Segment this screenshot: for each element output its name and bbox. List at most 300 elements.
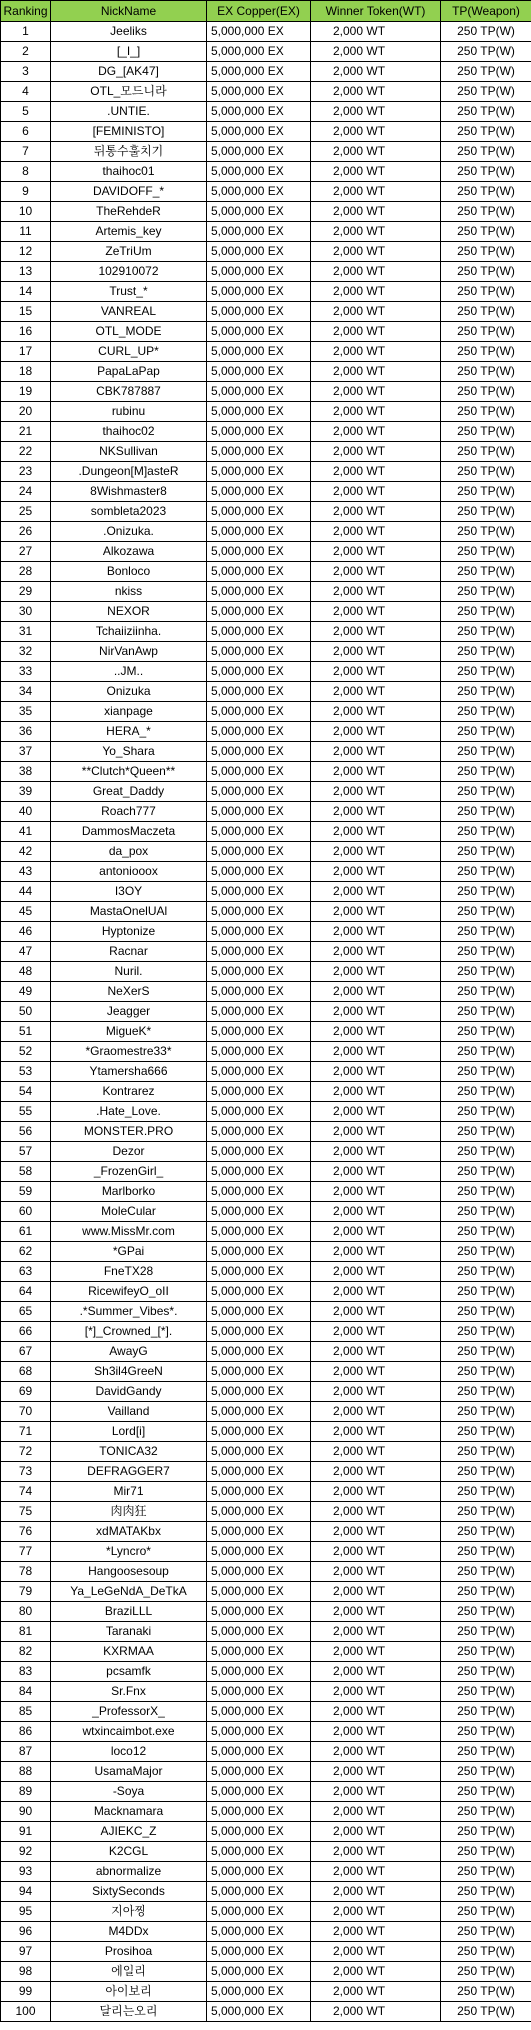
cell-nickname: Bonloco xyxy=(51,562,207,582)
cell-ranking: 88 xyxy=(1,1762,51,1782)
cell-nickname: OTL_모드니라 xyxy=(51,82,207,102)
cell-ranking: 100 xyxy=(1,2002,51,2022)
cell-tp-weapon: 250 TP(W) xyxy=(441,202,531,222)
cell-nickname: DammosMaczeta xyxy=(51,822,207,842)
cell-winner-token: 2,000 WT xyxy=(311,1802,441,1822)
cell-winner-token: 2,000 WT xyxy=(311,382,441,402)
cell-winner-token: 2,000 WT xyxy=(311,1842,441,1862)
cell-nickname: PapaLaPap xyxy=(51,362,207,382)
cell-tp-weapon: 250 TP(W) xyxy=(441,942,531,962)
cell-nickname: _ProfessorX_ xyxy=(51,1702,207,1722)
cell-nickname: thaihoc02 xyxy=(51,422,207,442)
cell-tp-weapon: 250 TP(W) xyxy=(441,1862,531,1882)
cell-winner-token: 2,000 WT xyxy=(311,1262,441,1282)
cell-winner-token: 2,000 WT xyxy=(311,1742,441,1762)
cell-ex-copper: 5,000,000 EX xyxy=(207,282,311,302)
cell-ex-copper: 5,000,000 EX xyxy=(207,722,311,742)
cell-tp-weapon: 250 TP(W) xyxy=(441,1942,531,1962)
cell-winner-token: 2,000 WT xyxy=(311,322,441,342)
cell-ranking: 44 xyxy=(1,882,51,902)
cell-nickname: Sh3il4GreeN xyxy=(51,1362,207,1382)
cell-tp-weapon: 250 TP(W) xyxy=(441,102,531,122)
cell-winner-token: 2,000 WT xyxy=(311,1302,441,1322)
cell-tp-weapon: 250 TP(W) xyxy=(441,1022,531,1042)
cell-nickname: MastaOnelUAl xyxy=(51,902,207,922)
cell-tp-weapon: 250 TP(W) xyxy=(441,822,531,842)
table-row xyxy=(1,962,531,982)
cell-tp-weapon: 250 TP(W) xyxy=(441,1722,531,1742)
cell-ex-copper: 5,000,000 EX xyxy=(207,1222,311,1242)
table-row xyxy=(1,1582,531,1602)
cell-winner-token: 2,000 WT xyxy=(311,362,441,382)
table-row xyxy=(1,1202,531,1222)
cell-winner-token: 2,000 WT xyxy=(311,762,441,782)
cell-ranking: 72 xyxy=(1,1442,51,1462)
cell-winner-token: 2,000 WT xyxy=(311,1862,441,1882)
cell-nickname: Nuril. xyxy=(51,962,207,982)
cell-ex-copper: 5,000,000 EX xyxy=(207,1522,311,1542)
cell-ranking: 55 xyxy=(1,1102,51,1122)
table-row xyxy=(1,1122,531,1142)
cell-ranking: 24 xyxy=(1,482,51,502)
cell-winner-token: 2,000 WT xyxy=(311,182,441,202)
cell-ranking: 7 xyxy=(1,142,51,162)
cell-ex-copper: 5,000,000 EX xyxy=(207,1782,311,1802)
cell-nickname: loco12 xyxy=(51,1742,207,1762)
cell-tp-weapon: 250 TP(W) xyxy=(441,622,531,642)
table-row xyxy=(1,742,531,762)
cell-ranking: 49 xyxy=(1,982,51,1002)
cell-nickname: da_pox xyxy=(51,842,207,862)
cell-tp-weapon: 250 TP(W) xyxy=(441,1342,531,1362)
table-row xyxy=(1,1282,531,1302)
cell-ex-copper: 5,000,000 EX xyxy=(207,1482,311,1502)
cell-tp-weapon: 250 TP(W) xyxy=(441,1842,531,1862)
cell-tp-weapon: 250 TP(W) xyxy=(441,1502,531,1522)
cell-ranking: 73 xyxy=(1,1462,51,1482)
table-row xyxy=(1,1702,531,1722)
cell-ranking: 11 xyxy=(1,222,51,242)
cell-nickname: MONSTER.PRO xyxy=(51,1122,207,1142)
cell-nickname: 肉肉狂 xyxy=(51,1502,207,1522)
cell-nickname: wtxincaimbot.exe xyxy=(51,1722,207,1742)
cell-winner-token: 2,000 WT xyxy=(311,1422,441,1442)
cell-ranking: 96 xyxy=(1,1922,51,1942)
cell-winner-token: 2,000 WT xyxy=(311,462,441,482)
cell-ex-copper: 5,000,000 EX xyxy=(207,1262,311,1282)
cell-tp-weapon: 250 TP(W) xyxy=(441,442,531,462)
cell-tp-weapon: 250 TP(W) xyxy=(441,1362,531,1382)
cell-ex-copper: 5,000,000 EX xyxy=(207,962,311,982)
cell-ex-copper: 5,000,000 EX xyxy=(207,1082,311,1102)
table-row xyxy=(1,22,531,42)
cell-nickname: CURL_UP* xyxy=(51,342,207,362)
cell-nickname: NEXOR xyxy=(51,602,207,622)
cell-tp-weapon: 250 TP(W) xyxy=(441,402,531,422)
cell-ranking: 30 xyxy=(1,602,51,622)
cell-winner-token: 2,000 WT xyxy=(311,262,441,282)
cell-ex-copper: 5,000,000 EX xyxy=(207,322,311,342)
cell-nickname: 아이보리 xyxy=(51,1982,207,2002)
cell-ex-copper: 5,000,000 EX xyxy=(207,1142,311,1162)
cell-ranking: 99 xyxy=(1,1982,51,2002)
cell-tp-weapon: 250 TP(W) xyxy=(441,302,531,322)
cell-nickname: Tchaiiziinha. xyxy=(51,622,207,642)
cell-winner-token: 2,000 WT xyxy=(311,1582,441,1602)
cell-tp-weapon: 250 TP(W) xyxy=(441,1522,531,1542)
table-row xyxy=(1,1842,531,1862)
cell-winner-token: 2,000 WT xyxy=(311,202,441,222)
cell-winner-token: 2,000 WT xyxy=(311,1042,441,1062)
cell-tp-weapon: 250 TP(W) xyxy=(441,342,531,362)
cell-winner-token: 2,000 WT xyxy=(311,1342,441,1362)
cell-nickname: Racnar xyxy=(51,942,207,962)
cell-nickname: xianpage xyxy=(51,702,207,722)
table-row xyxy=(1,1882,531,1902)
cell-ex-copper: 5,000,000 EX xyxy=(207,1742,311,1762)
cell-winner-token: 2,000 WT xyxy=(311,162,441,182)
cell-ex-copper: 5,000,000 EX xyxy=(207,1762,311,1782)
cell-ranking: 56 xyxy=(1,1122,51,1142)
cell-winner-token: 2,000 WT xyxy=(311,2002,441,2022)
cell-nickname: [_I_] xyxy=(51,42,207,62)
cell-winner-token: 2,000 WT xyxy=(311,1162,441,1182)
cell-ranking: 83 xyxy=(1,1662,51,1682)
cell-ex-copper: 5,000,000 EX xyxy=(207,762,311,782)
cell-winner-token: 2,000 WT xyxy=(311,1662,441,1682)
cell-ex-copper: 5,000,000 EX xyxy=(207,1022,311,1042)
cell-tp-weapon: 250 TP(W) xyxy=(441,1402,531,1422)
cell-tp-weapon: 250 TP(W) xyxy=(441,1962,531,1982)
cell-ex-copper: 5,000,000 EX xyxy=(207,1402,311,1422)
cell-ranking: 64 xyxy=(1,1282,51,1302)
cell-ex-copper: 5,000,000 EX xyxy=(207,1682,311,1702)
cell-winner-token: 2,000 WT xyxy=(311,562,441,582)
cell-ex-copper: 5,000,000 EX xyxy=(207,1622,311,1642)
cell-ex-copper: 5,000,000 EX xyxy=(207,542,311,562)
cell-nickname: .*Summer_Vibes*. xyxy=(51,1302,207,1322)
cell-tp-weapon: 250 TP(W) xyxy=(441,1822,531,1842)
cell-tp-weapon: 250 TP(W) xyxy=(441,1742,531,1762)
cell-ranking: 1 xyxy=(1,22,51,42)
cell-tp-weapon: 250 TP(W) xyxy=(441,1322,531,1342)
table-row xyxy=(1,1522,531,1542)
cell-tp-weapon: 250 TP(W) xyxy=(441,902,531,922)
cell-ranking: 45 xyxy=(1,902,51,922)
cell-tp-weapon: 250 TP(W) xyxy=(441,1162,531,1182)
cell-nickname: MoleCular xyxy=(51,1202,207,1222)
cell-ex-copper: 5,000,000 EX xyxy=(207,1542,311,1562)
cell-ex-copper: 5,000,000 EX xyxy=(207,922,311,942)
cell-ex-copper: 5,000,000 EX xyxy=(207,802,311,822)
cell-winner-token: 2,000 WT xyxy=(311,1442,441,1462)
cell-tp-weapon: 250 TP(W) xyxy=(441,1102,531,1122)
table-row xyxy=(1,782,531,802)
cell-ranking: 90 xyxy=(1,1802,51,1822)
cell-ranking: 59 xyxy=(1,1182,51,1202)
cell-tp-weapon: 250 TP(W) xyxy=(441,862,531,882)
cell-ranking: 17 xyxy=(1,342,51,362)
cell-nickname: UsamaMajor xyxy=(51,1762,207,1782)
table-row xyxy=(1,342,531,362)
cell-nickname: Dezor xyxy=(51,1142,207,1162)
cell-ex-copper: 5,000,000 EX xyxy=(207,1922,311,1942)
cell-nickname: .Dungeon[M]asteR xyxy=(51,462,207,482)
cell-ranking: 65 xyxy=(1,1302,51,1322)
table-row xyxy=(1,382,531,402)
cell-ex-copper: 5,000,000 EX xyxy=(207,242,311,262)
cell-ex-copper: 5,000,000 EX xyxy=(207,442,311,462)
table-row xyxy=(1,1542,531,1562)
table-row xyxy=(1,862,531,882)
cell-winner-token: 2,000 WT xyxy=(311,122,441,142)
cell-tp-weapon: 250 TP(W) xyxy=(441,62,531,82)
cell-nickname: Kontrarez xyxy=(51,1082,207,1102)
table-row xyxy=(1,682,531,702)
cell-ranking: 91 xyxy=(1,1822,51,1842)
cell-ex-copper: 5,000,000 EX xyxy=(207,1962,311,1982)
table-row xyxy=(1,302,531,322)
cell-winner-token: 2,000 WT xyxy=(311,1462,441,1482)
cell-ranking: 52 xyxy=(1,1042,51,1062)
cell-winner-token: 2,000 WT xyxy=(311,1722,441,1742)
cell-tp-weapon: 250 TP(W) xyxy=(441,1462,531,1482)
cell-nickname: Onizuka xyxy=(51,682,207,702)
cell-ex-copper: 5,000,000 EX xyxy=(207,1162,311,1182)
cell-tp-weapon: 250 TP(W) xyxy=(441,522,531,542)
cell-ranking: 51 xyxy=(1,1022,51,1042)
cell-winner-token: 2,000 WT xyxy=(311,582,441,602)
cell-ex-copper: 5,000,000 EX xyxy=(207,622,311,642)
cell-nickname: DEFRAGGER7 xyxy=(51,1462,207,1482)
cell-ex-copper: 5,000,000 EX xyxy=(207,202,311,222)
table-row xyxy=(1,1362,531,1382)
table-row xyxy=(1,1802,531,1822)
cell-tp-weapon: 250 TP(W) xyxy=(441,1142,531,1162)
cell-tp-weapon: 250 TP(W) xyxy=(441,22,531,42)
cell-ranking: 57 xyxy=(1,1142,51,1162)
table-row xyxy=(1,282,531,302)
cell-tp-weapon: 250 TP(W) xyxy=(441,1702,531,1722)
table-row xyxy=(1,182,531,202)
cell-tp-weapon: 250 TP(W) xyxy=(441,502,531,522)
table-row xyxy=(1,1102,531,1122)
cell-tp-weapon: 250 TP(W) xyxy=(441,1662,531,1682)
cell-ranking: 94 xyxy=(1,1882,51,1902)
cell-nickname: *Lyncro* xyxy=(51,1542,207,1562)
cell-ex-copper: 5,000,000 EX xyxy=(207,1242,311,1262)
table-row xyxy=(1,882,531,902)
cell-ex-copper: 5,000,000 EX xyxy=(207,1042,311,1062)
cell-nickname: Ytamersha666 xyxy=(51,1062,207,1082)
cell-ranking: 76 xyxy=(1,1522,51,1542)
table-row xyxy=(1,1762,531,1782)
cell-tp-weapon: 250 TP(W) xyxy=(441,882,531,902)
cell-nickname: [*]_Crowned_[*]. xyxy=(51,1322,207,1342)
cell-nickname: Taranaki xyxy=(51,1622,207,1642)
cell-ranking: 36 xyxy=(1,722,51,742)
cell-ranking: 42 xyxy=(1,842,51,862)
cell-ranking: 28 xyxy=(1,562,51,582)
table-row xyxy=(1,362,531,382)
cell-ranking: 12 xyxy=(1,242,51,262)
cell-tp-weapon: 250 TP(W) xyxy=(441,1042,531,1062)
cell-winner-token: 2,000 WT xyxy=(311,1962,441,1982)
cell-winner-token: 2,000 WT xyxy=(311,1362,441,1382)
table-row xyxy=(1,1742,531,1762)
cell-winner-token: 2,000 WT xyxy=(311,1682,441,1702)
cell-ex-copper: 5,000,000 EX xyxy=(207,462,311,482)
cell-ranking: 89 xyxy=(1,1782,51,1802)
cell-tp-weapon: 250 TP(W) xyxy=(441,1202,531,1222)
table-row xyxy=(1,1002,531,1022)
cell-ex-copper: 5,000,000 EX xyxy=(207,782,311,802)
cell-tp-weapon: 250 TP(W) xyxy=(441,1882,531,1902)
cell-tp-weapon: 250 TP(W) xyxy=(441,642,531,662)
cell-ex-copper: 5,000,000 EX xyxy=(207,1662,311,1682)
cell-nickname: Marlborko xyxy=(51,1182,207,1202)
cell-ranking: 54 xyxy=(1,1082,51,1102)
cell-ex-copper: 5,000,000 EX xyxy=(207,1342,311,1362)
cell-ranking: 69 xyxy=(1,1382,51,1402)
cell-tp-weapon: 250 TP(W) xyxy=(441,2002,531,2022)
cell-tp-weapon: 250 TP(W) xyxy=(441,662,531,682)
cell-ranking: 84 xyxy=(1,1682,51,1702)
cell-nickname: ZeTriUm xyxy=(51,242,207,262)
cell-tp-weapon: 250 TP(W) xyxy=(441,1602,531,1622)
cell-winner-token: 2,000 WT xyxy=(311,1202,441,1222)
cell-tp-weapon: 250 TP(W) xyxy=(441,1062,531,1082)
table-row xyxy=(1,502,531,522)
cell-tp-weapon: 250 TP(W) xyxy=(441,1622,531,1642)
cell-nickname: sombleta2023 xyxy=(51,502,207,522)
cell-ex-copper: 5,000,000 EX xyxy=(207,2002,311,2022)
cell-ranking: 29 xyxy=(1,582,51,602)
cell-nickname: Mir71 xyxy=(51,1482,207,1502)
cell-winner-token: 2,000 WT xyxy=(311,1122,441,1142)
cell-winner-token: 2,000 WT xyxy=(311,1482,441,1502)
cell-nickname: VANREAL xyxy=(51,302,207,322)
cell-winner-token: 2,000 WT xyxy=(311,822,441,842)
table-row xyxy=(1,1222,531,1242)
cell-ranking: 68 xyxy=(1,1362,51,1382)
table-row xyxy=(1,62,531,82)
cell-winner-token: 2,000 WT xyxy=(311,62,441,82)
table-row xyxy=(1,1062,531,1082)
cell-winner-token: 2,000 WT xyxy=(311,1902,441,1922)
cell-tp-weapon: 250 TP(W) xyxy=(441,1082,531,1102)
table-row xyxy=(1,1342,531,1362)
table-row xyxy=(1,402,531,422)
cell-nickname: FneTX28 xyxy=(51,1262,207,1282)
cell-nickname: thaihoc01 xyxy=(51,162,207,182)
cell-tp-weapon: 250 TP(W) xyxy=(441,162,531,182)
cell-ex-copper: 5,000,000 EX xyxy=(207,1642,311,1662)
cell-winner-token: 2,000 WT xyxy=(311,622,441,642)
cell-nickname: Yo_Shara xyxy=(51,742,207,762)
cell-tp-weapon: 250 TP(W) xyxy=(441,422,531,442)
cell-winner-token: 2,000 WT xyxy=(311,702,441,722)
cell-winner-token: 2,000 WT xyxy=(311,1782,441,1802)
table-row xyxy=(1,1462,531,1482)
cell-ex-copper: 5,000,000 EX xyxy=(207,562,311,582)
cell-tp-weapon: 250 TP(W) xyxy=(441,42,531,62)
table-row xyxy=(1,602,531,622)
cell-winner-token: 2,000 WT xyxy=(311,1402,441,1422)
cell-tp-weapon: 250 TP(W) xyxy=(441,322,531,342)
table-row xyxy=(1,1302,531,1322)
cell-ex-copper: 5,000,000 EX xyxy=(207,1502,311,1522)
table-row xyxy=(1,422,531,442)
cell-nickname: CBK787887 xyxy=(51,382,207,402)
table-row xyxy=(1,522,531,542)
cell-nickname: xdMATAKbx xyxy=(51,1522,207,1542)
table-row xyxy=(1,2002,531,2022)
cell-ranking: 70 xyxy=(1,1402,51,1422)
cell-ranking: 25 xyxy=(1,502,51,522)
cell-ex-copper: 5,000,000 EX xyxy=(207,122,311,142)
cell-ex-copper: 5,000,000 EX xyxy=(207,82,311,102)
cell-ranking: 97 xyxy=(1,1942,51,1962)
cell-ex-copper: 5,000,000 EX xyxy=(207,1102,311,1122)
table-row xyxy=(1,802,531,822)
cell-ex-copper: 5,000,000 EX xyxy=(207,262,311,282)
cell-nickname: BraziLLL xyxy=(51,1602,207,1622)
cell-ex-copper: 5,000,000 EX xyxy=(207,1802,311,1822)
cell-ex-copper: 5,000,000 EX xyxy=(207,1602,311,1622)
cell-tp-weapon: 250 TP(W) xyxy=(441,782,531,802)
cell-ranking: 23 xyxy=(1,462,51,482)
cell-tp-weapon: 250 TP(W) xyxy=(441,962,531,982)
cell-ranking: 16 xyxy=(1,322,51,342)
cell-winner-token: 2,000 WT xyxy=(311,1882,441,1902)
cell-nickname: M4DDx xyxy=(51,1922,207,1942)
cell-ranking: 60 xyxy=(1,1202,51,1222)
table-row xyxy=(1,1322,531,1342)
cell-tp-weapon: 250 TP(W) xyxy=(441,1562,531,1582)
table-row xyxy=(1,622,531,642)
cell-ex-copper: 5,000,000 EX xyxy=(207,1882,311,1902)
cell-nickname: DAVIDOFF_* xyxy=(51,182,207,202)
cell-ex-copper: 5,000,000 EX xyxy=(207,1842,311,1862)
cell-ex-copper: 5,000,000 EX xyxy=(207,602,311,622)
table-row xyxy=(1,1962,531,1982)
cell-tp-weapon: 250 TP(W) xyxy=(441,222,531,242)
cell-ranking: 22 xyxy=(1,442,51,462)
cell-winner-token: 2,000 WT xyxy=(311,1382,441,1402)
cell-winner-token: 2,000 WT xyxy=(311,682,441,702)
table-row xyxy=(1,902,531,922)
cell-nickname: NeXerS xyxy=(51,982,207,1002)
cell-winner-token: 2,000 WT xyxy=(311,1062,441,1082)
cell-ex-copper: 5,000,000 EX xyxy=(207,1062,311,1082)
cell-ranking: 13 xyxy=(1,262,51,282)
cell-winner-token: 2,000 WT xyxy=(311,1322,441,1342)
cell-ranking: 3 xyxy=(1,62,51,82)
table-row xyxy=(1,842,531,862)
cell-nickname: pcsamfk xyxy=(51,1662,207,1682)
cell-winner-token: 2,000 WT xyxy=(311,1562,441,1582)
cell-winner-token: 2,000 WT xyxy=(311,442,441,462)
cell-ranking: 20 xyxy=(1,402,51,422)
cell-ex-copper: 5,000,000 EX xyxy=(207,142,311,162)
cell-nickname: Trust_* xyxy=(51,282,207,302)
cell-ranking: 26 xyxy=(1,522,51,542)
cell-ex-copper: 5,000,000 EX xyxy=(207,1862,311,1882)
cell-ranking: 53 xyxy=(1,1062,51,1082)
cell-ex-copper: 5,000,000 EX xyxy=(207,842,311,862)
table-row xyxy=(1,462,531,482)
